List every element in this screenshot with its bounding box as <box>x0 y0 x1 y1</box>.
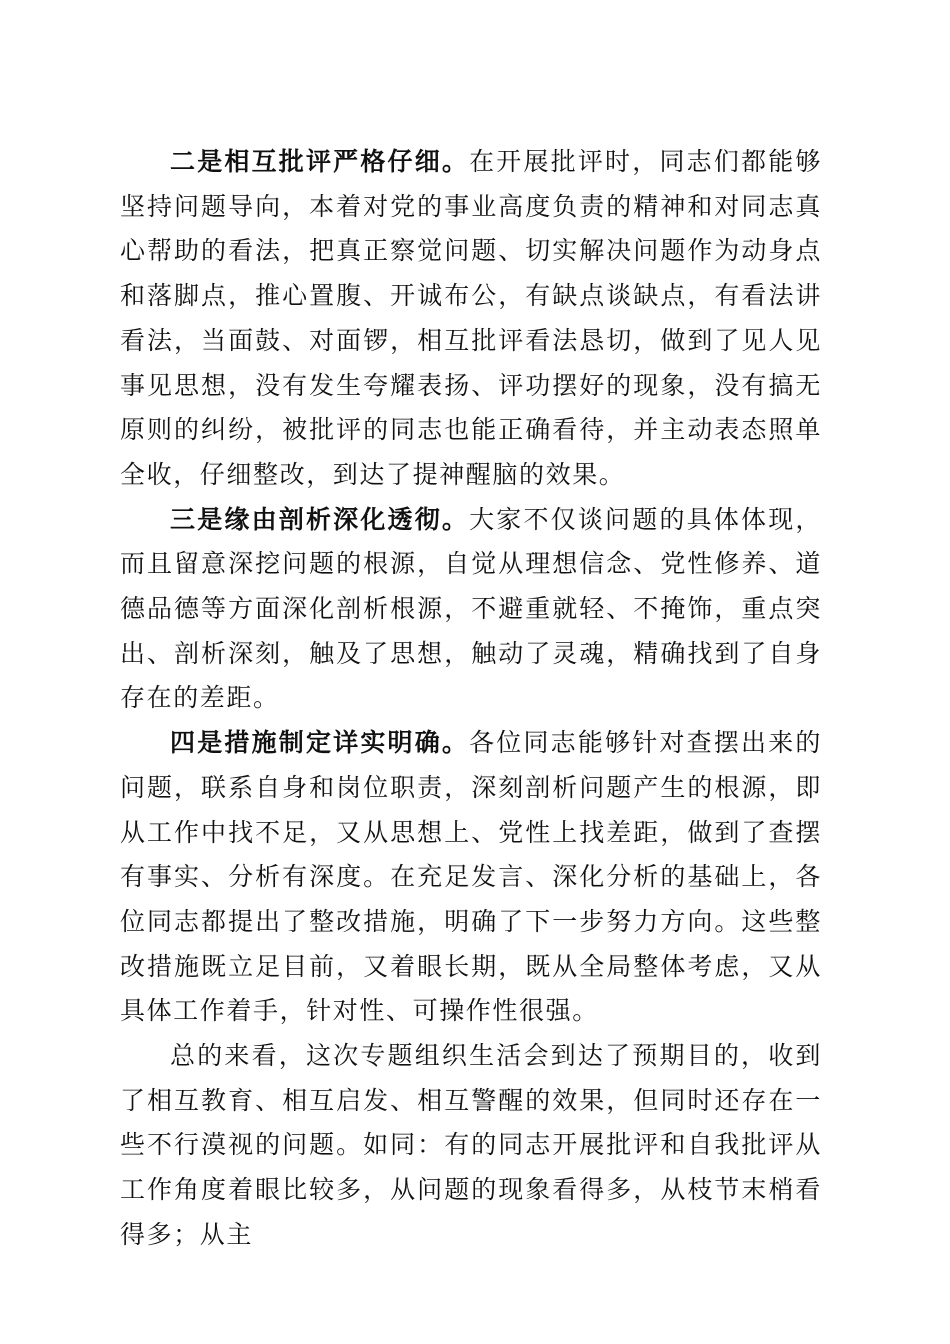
paragraph-heading: 四是措施制定详实明确。 <box>170 728 470 758</box>
paragraph-root-cause-analysis <box>120 498 822 722</box>
paragraph-summary <box>120 1034 822 1258</box>
paragraph-heading: 二是相互批评严格仔细。 <box>170 147 470 176</box>
paragraph-text: 各位同志能够针对查摆出来的问题，联系自身和岗位职责，深刻剖析问题产生的根源，即从工作中找不足，又从思想上、党性上找差距，做到了查摆有事实、分析有深度。在充足发言、深化分析的基础上，各位同志都提出了整改措施，明确了下一步努力方向。这些整改措施既立足目前，又着眼长期，既从全局整体考虑，又从具体工作着手，针对性、可操作性很强。 <box>120 728 822 1026</box>
paragraph-heading: 三是缘由剖析深化透彻。 <box>170 504 470 534</box>
paragraph-text: 在开展批评时，同志们都能够坚持问题导向，本着对党的事业高度负责的精神和对同志真心帮助的看法，把真正察觉问题、切实解决问题作为动身点和落脚点，推心置腹、开诚布公，有缺点谈缺点，有看法讲看法，当面鼓、对面锣，相互批评看法恳切，做到了见人见事见思想，没有发生夸耀表扬、评功摆好的现象，没有搞无原则的纠纷，被批评的同志也能正确看待，并主动表态照单全收，仔细整改，到达了提神醒脑的效果。 <box>120 147 822 489</box>
document-body <box>120 140 822 1258</box>
paragraph-measures <box>120 721 822 1034</box>
paragraph-text: 大家不仅谈问题的具体体现，而且留意深挖问题的根源，自觉从理想信念、党性修养、道德品德等方面深化剖析根源，不避重就轻、不掩饰，重点突出、剖析深刻，触及了思想，触动了灵魂，精确找到了自身存在的差距。 <box>120 504 822 713</box>
paragraph-mutual-criticism <box>120 140 822 498</box>
paragraph-text: 总的来看，这次专题组织生活会到达了预期目的，收到了相互教育、相互启发、相互警醒的效果，但同时还存在一些不行漠视的问题。如同：有的同志开展批评和自我批评从工作角度着眼比较多，从问题的现象看得多，从枝节末梢看得多；从主 <box>120 1041 822 1249</box>
